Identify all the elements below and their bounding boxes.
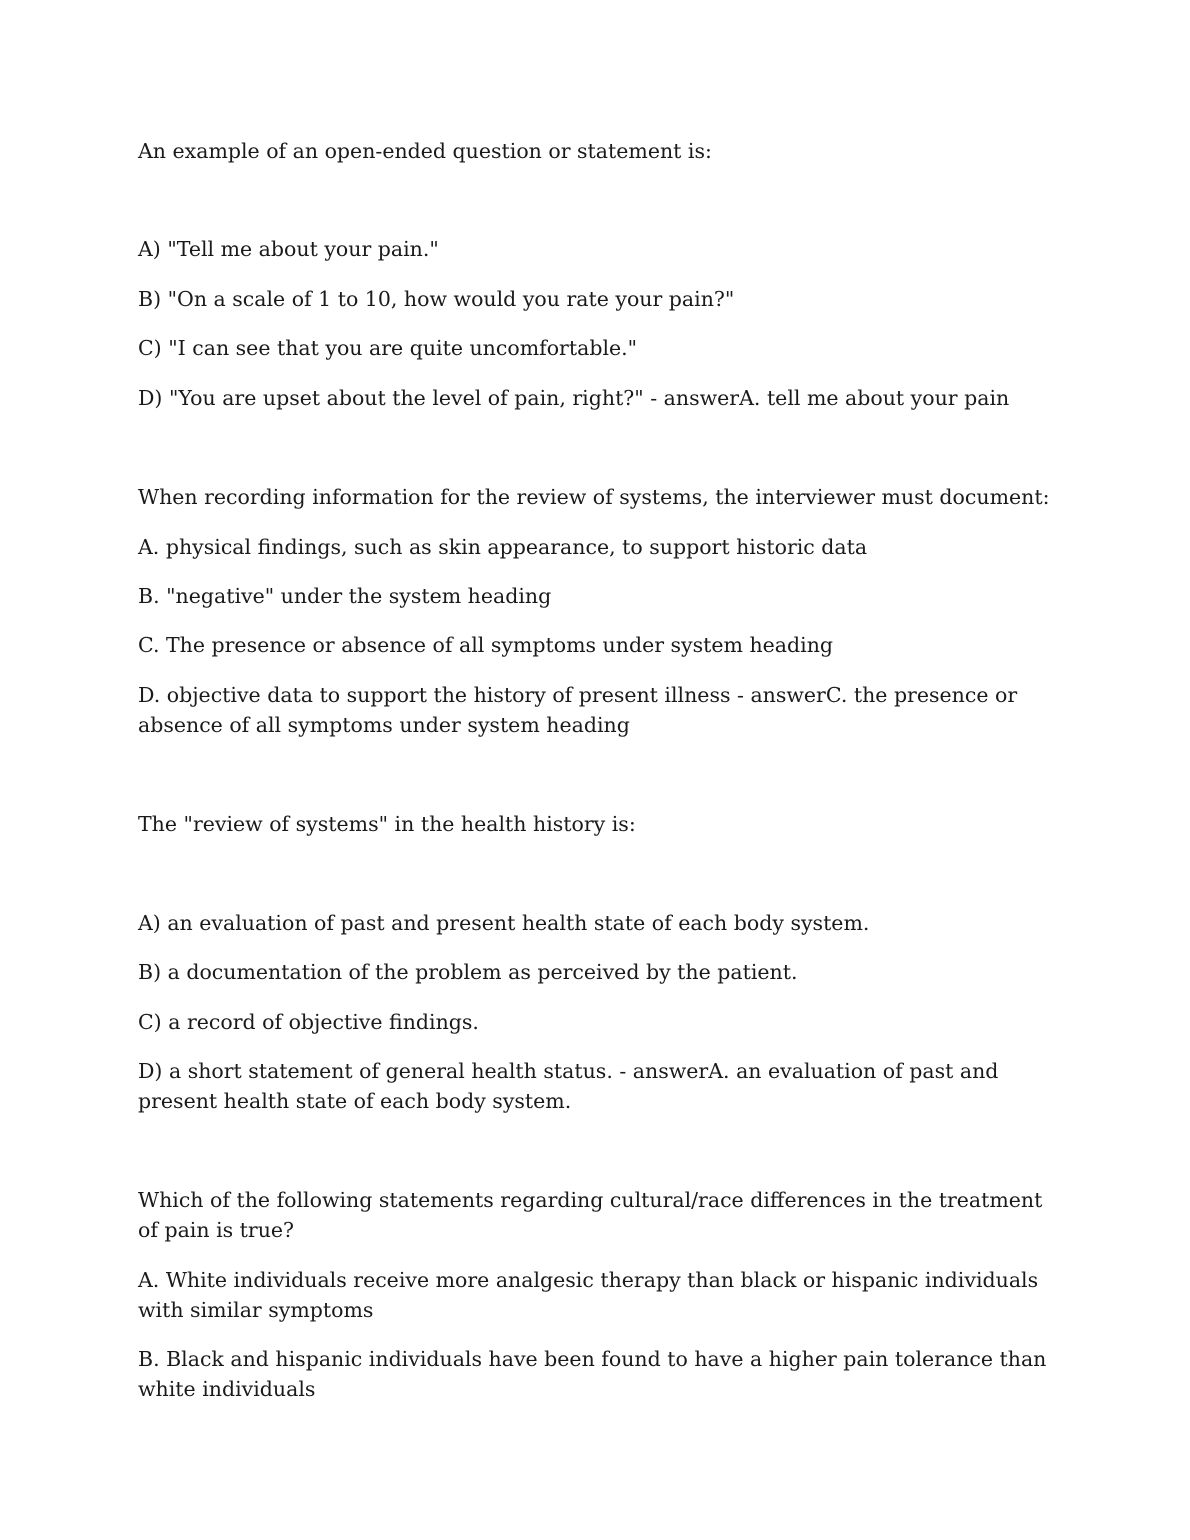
question-2-option-d: D. objective data to support the history of present illness - answerC. the presence or absence of all symptoms under system heading: [138, 683, 1018, 737]
question-1-stem: An example of an open-ended question or statement is:: [138, 139, 712, 163]
question-3-option-d: D) a short statement of general health status. - answerA. an evaluation of past and present health state of each body system.: [138, 1059, 999, 1113]
question-1-option-c: C) "I can see that you are quite uncomfortable.": [138, 336, 638, 360]
question-4-option-b: B. Black and hispanic individuals have been found to have a higher pain tolerance than white individuals: [138, 1347, 1047, 1401]
question-2-option-a: A. physical findings, such as skin appearance, to support historic data: [138, 535, 868, 559]
question-2-option-c: C. The presence or absence of all symptoms under system heading: [138, 633, 834, 657]
question-3-option-a: A) an evaluation of past and present health state of each body system.: [138, 911, 870, 935]
question-2-stem: When recording information for the review of systems, the interviewer must document:: [138, 485, 1050, 509]
question-2-option-b: B. "negative" under the system heading: [138, 584, 552, 608]
question-3-option-c: C) a record of objective findings.: [138, 1010, 479, 1034]
question-3-stem: The "review of systems" in the health history is:: [138, 812, 636, 836]
question-4-option-a: A. White individuals receive more analgesic therapy than black or hispanic individuals with similar symptoms: [138, 1268, 1039, 1322]
question-1-option-b: B) "On a scale of 1 to 10, how would you rate your pain?": [138, 287, 735, 311]
question-1-option-a: A) "Tell me about your pain.": [138, 237, 439, 261]
question-3-option-b: B) a documentation of the problem as perceived by the patient.: [138, 960, 798, 984]
question-4-stem: Which of the following statements regarding cultural/race differences in the treatment of pain is true?: [138, 1188, 1043, 1242]
question-1-option-d: D) "You are upset about the level of pain, right?" - answerA. tell me about your pain: [138, 386, 1010, 410]
